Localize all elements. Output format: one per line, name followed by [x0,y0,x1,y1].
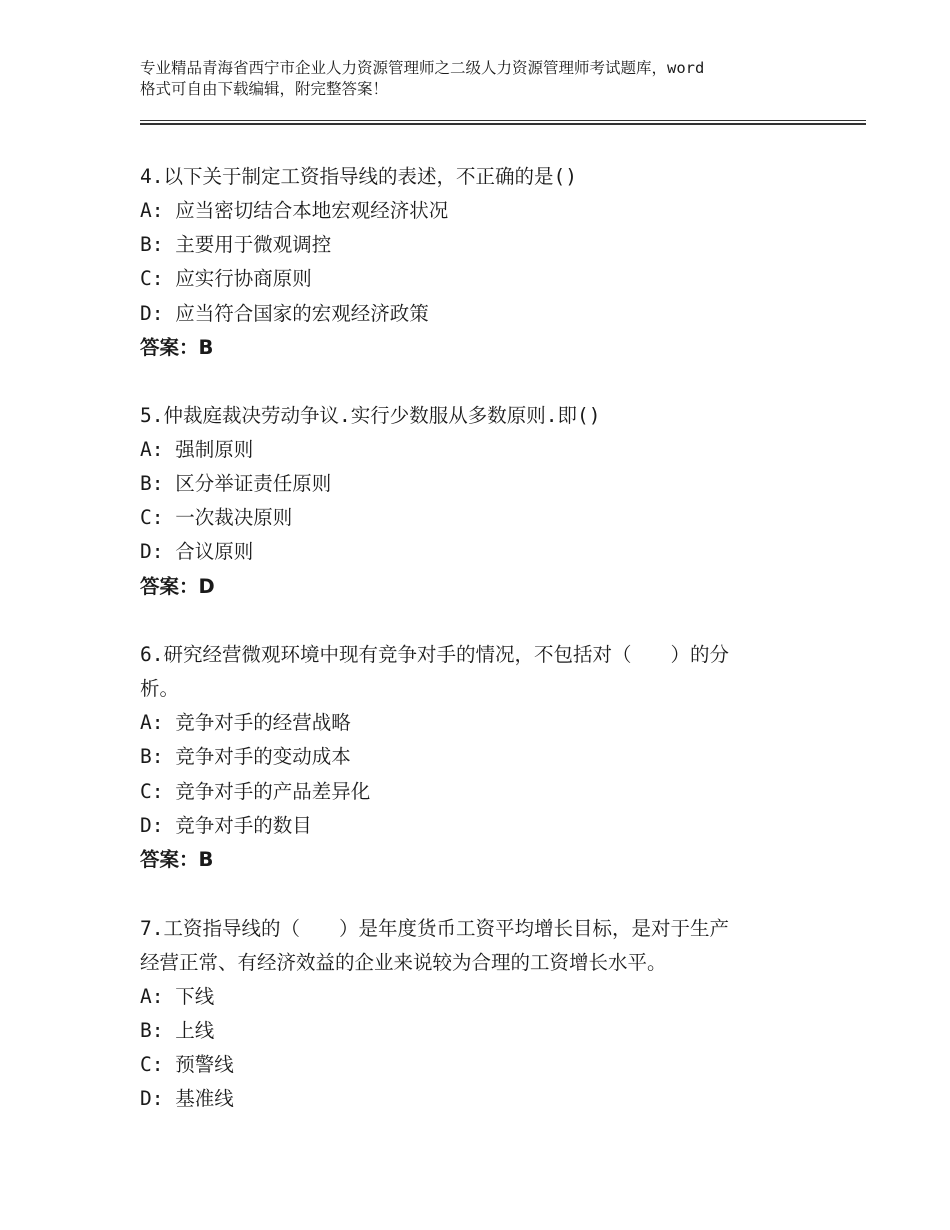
answer-value: D [198,575,215,598]
header-line-2: 格式可自由下载编辑，附完整答案！ [140,80,389,98]
question-stem: 6.研究经营微观环境中现有竞争对手的情况，不包括对（ ）的分 [140,643,729,666]
answer-label: 答案： [140,848,199,871]
answer-line [140,575,215,599]
question-stem-continued: 经营正常、有经济效益的企业来说较为合理的工资增长水平。 [140,951,667,974]
answer-line [140,848,213,872]
answer-label: 答案： [140,336,199,359]
option-a: A: 应当密切结合本地宏观经济状况 [140,199,449,222]
option-a: A: 下线 [140,985,215,1008]
option-d: D: 基准线 [140,1087,234,1110]
option-b: B: 竞争对手的变动成本 [140,745,351,768]
document-header [140,58,830,100]
option-b: B: 区分举证责任原则 [140,472,332,495]
question-stem: 4.以下关于制定工资指导线的表述，不正确的是() [140,165,577,188]
option-c: C: 竞争对手的产品差异化 [140,780,371,803]
question-stem-continued: 析。 [140,677,180,700]
answer-label: 答案： [140,575,199,598]
question-stem: 7.工资指导线的（ ）是年度货币工资平均增长目标，是对于生产 [140,917,729,940]
answer-line [140,336,213,360]
header-divider-thick [140,123,866,125]
option-a: A: 强制原则 [140,438,254,461]
answer-value: B [198,336,214,359]
option-c: C: 预警线 [140,1053,234,1076]
question-stem: 5.仲裁庭裁决劳动争议.实行少数服从多数原则.即() [140,404,601,427]
option-d: D: 应当符合国家的宏观经济政策 [140,302,429,325]
option-a: A: 竞争对手的经营战略 [140,711,351,734]
option-d: D: 合议原则 [140,540,254,563]
header-divider-thin [140,120,866,121]
option-d: D: 竞争对手的数目 [140,814,312,837]
option-c: C: 应实行协商原则 [140,267,312,290]
header-line-1: 专业精品青海省西宁市企业人力资源管理师之二级人力资源管理师考试题库，word [140,59,705,77]
option-b: B: 主要用于微观调控 [140,233,332,256]
answer-value: B [198,848,214,871]
option-b: B: 上线 [140,1019,215,1042]
option-c: C: 一次裁决原则 [140,506,293,529]
